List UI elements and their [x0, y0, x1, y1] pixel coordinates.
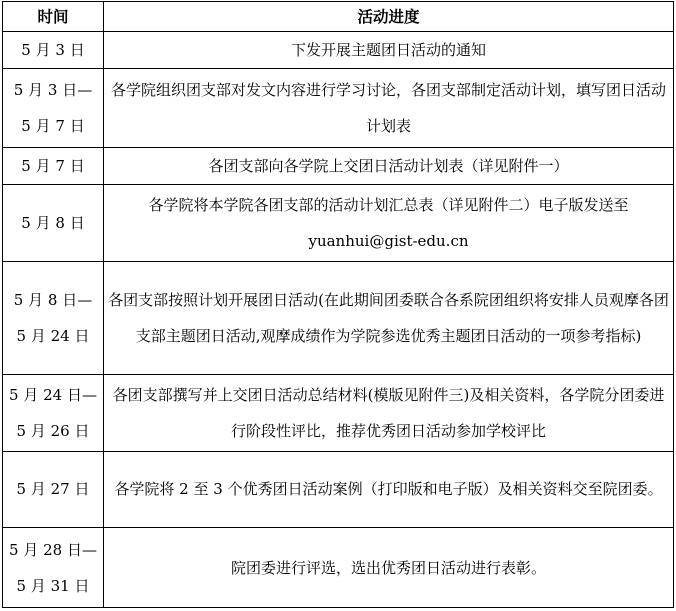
table-row — [3, 261, 674, 374]
progress-cell: 各学院将 2 至 3 个优秀团日活动案例（打印版和电子版）及相关资料交至院团委。 — [104, 451, 674, 528]
time-cell — [3, 261, 104, 374]
table-row — [3, 69, 674, 148]
progress-cell: 各学院组织团支部对发文内容进行学习讨论，各团支部制定活动计划，填写团日活动计划表 — [104, 69, 674, 148]
progress-cell: 各学院将本学院各团支部的活动计划汇总表（详见附件二）电子版发送至 yuanhui@gist-edu.cn — [104, 185, 674, 262]
time-text: 5 月 26 日 — [16, 421, 90, 440]
time-text: 5 月 7 日 — [21, 157, 85, 176]
progress-cell: 各团支部按照计划开展团日活动(在此期间团委联合各系院团组织将安排人员观摩各团支部主题团日活动,观摩成绩作为学院参选优秀主题团日活动的一项参考指标) — [104, 261, 674, 374]
time-cell — [3, 451, 104, 528]
header-row — [3, 2, 674, 32]
progress-cell: 下发开展主题团日活动的通知 — [104, 32, 674, 69]
time-text: 5 月 24 日— — [9, 385, 97, 404]
header-progress: 活动进度 — [104, 2, 674, 32]
time-cell — [3, 185, 104, 262]
table-row — [3, 32, 674, 69]
time-cell — [3, 32, 104, 69]
time-cell — [3, 69, 104, 148]
table-row — [3, 451, 674, 528]
time-text: 5 月 3 日 — [21, 41, 85, 60]
progress-cell: 各团支部撰写并上交团日活动总结材料(模版见附件三)及相关资料，各学院分团委进行阶段性评比，推荐优秀团日活动参加学校评比 — [104, 374, 674, 451]
time-cell — [3, 374, 104, 451]
time-text: 5 月 24 日 — [16, 326, 90, 345]
time-text: 5 月 8 日— — [13, 290, 93, 309]
table-row — [3, 147, 674, 184]
time-text: 5 月 3 日— — [13, 81, 93, 100]
table-row — [3, 374, 674, 451]
time-cell — [3, 528, 104, 608]
progress-cell: 各团支部向各学院上交团日活动计划表（详见附件一） — [104, 147, 674, 184]
time-cell — [3, 147, 104, 184]
progress-cell: 院团委进行评选，选出优秀团日活动进行表彰。 — [104, 528, 674, 608]
time-text: 5 月 31 日 — [16, 576, 90, 595]
table-row — [3, 185, 674, 262]
time-text: 5 月 8 日 — [21, 214, 85, 233]
table-row — [3, 528, 674, 608]
time-text: 5 月 27 日 — [16, 480, 90, 499]
time-text: 5 月 7 日 — [21, 117, 85, 136]
schedule-table — [2, 1, 674, 608]
header-time: 时间 — [3, 2, 104, 32]
time-text: 5 月 28 日— — [9, 540, 97, 559]
